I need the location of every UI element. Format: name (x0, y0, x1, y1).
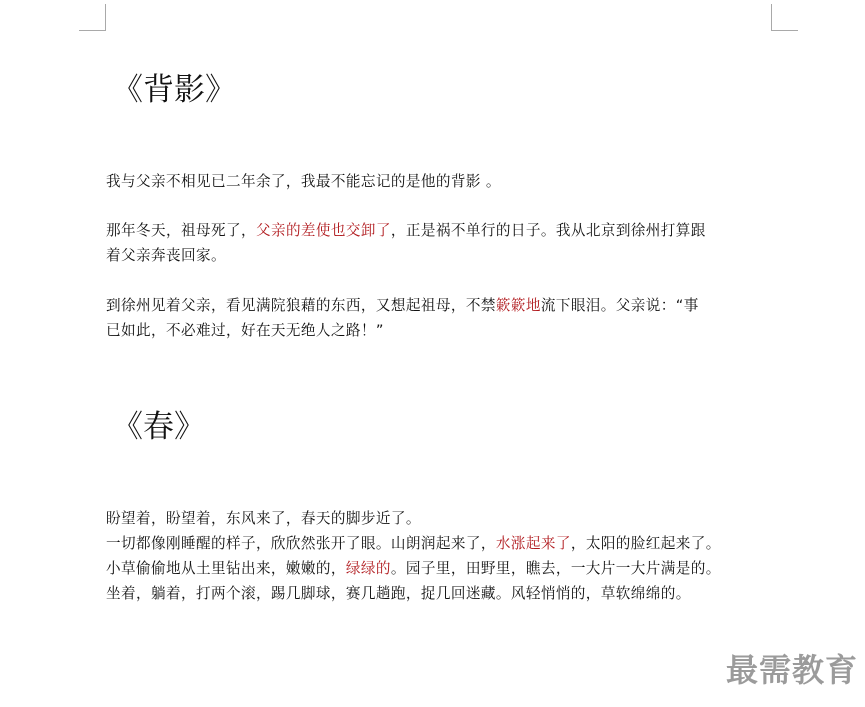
highlighted-text-run: 绿绿的 (345, 560, 391, 577)
section-title-chun: 《春》 (112, 409, 205, 445)
text-run: 那年冬天，祖母死了， (106, 222, 256, 239)
crop-mark-top-left (79, 4, 106, 31)
text-line (106, 243, 778, 268)
paragraph (106, 169, 778, 194)
text-line (106, 293, 778, 318)
text-run: 盼望着，盼望着，东风来了，春天的脚步近了。 (106, 510, 421, 527)
highlighted-text-run: 簌簌地 (495, 297, 541, 314)
highlighted-text-run: 水涨起来了 (495, 535, 571, 552)
text-line (106, 318, 778, 343)
text-run: 一切都像刚睡醒的样子，欣欣然张开了眼。山朗润起来了， (106, 535, 496, 552)
paragraph (106, 506, 778, 606)
text-line (106, 169, 778, 194)
text-run: ，正是祸不单行的日子。我从北京到徐州打算跟 (390, 222, 706, 239)
text-run: 着父亲奔丧回家。 (106, 247, 226, 264)
text-run: 。园子里，田野里，瞧去，一大片一大片满是的。 (390, 560, 721, 577)
text-run: 坐着，躺着，打两个滚，踢几脚球，赛几趟跑，捉几回迷藏。风轻悄悄的，草软绵绵的。 (106, 585, 691, 602)
paragraph (106, 218, 778, 268)
crop-mark-top-right (771, 4, 798, 31)
text-line (106, 556, 778, 581)
watermark-logo-text: 最需教育 (725, 651, 858, 689)
paragraph (106, 293, 778, 343)
text-line (106, 218, 778, 243)
text-line (106, 506, 778, 531)
text-run: 小草偷偷地从土里钻出来，嫩嫩的， (106, 560, 346, 577)
highlighted-text-run: 父亲的差使也交卸了 (255, 222, 391, 239)
text-run: 到徐州见着父亲，看见满院狼藉的东西，又想起祖母，不禁 (106, 297, 496, 314)
section-title-beiying: 《背影》 (112, 72, 236, 108)
text-run: 我与父亲不相见已二年余了，我最不能忘记的是他的背影 。 (106, 173, 501, 190)
text-line (106, 531, 778, 556)
text-line (106, 581, 778, 606)
text-run: ，太阳的脸红起来了。 (570, 535, 721, 552)
text-run: 流下眼泪。父亲说：“事 (540, 297, 699, 314)
text-run: 已如此，不必难过，好在天无绝人之路！” (106, 322, 384, 339)
